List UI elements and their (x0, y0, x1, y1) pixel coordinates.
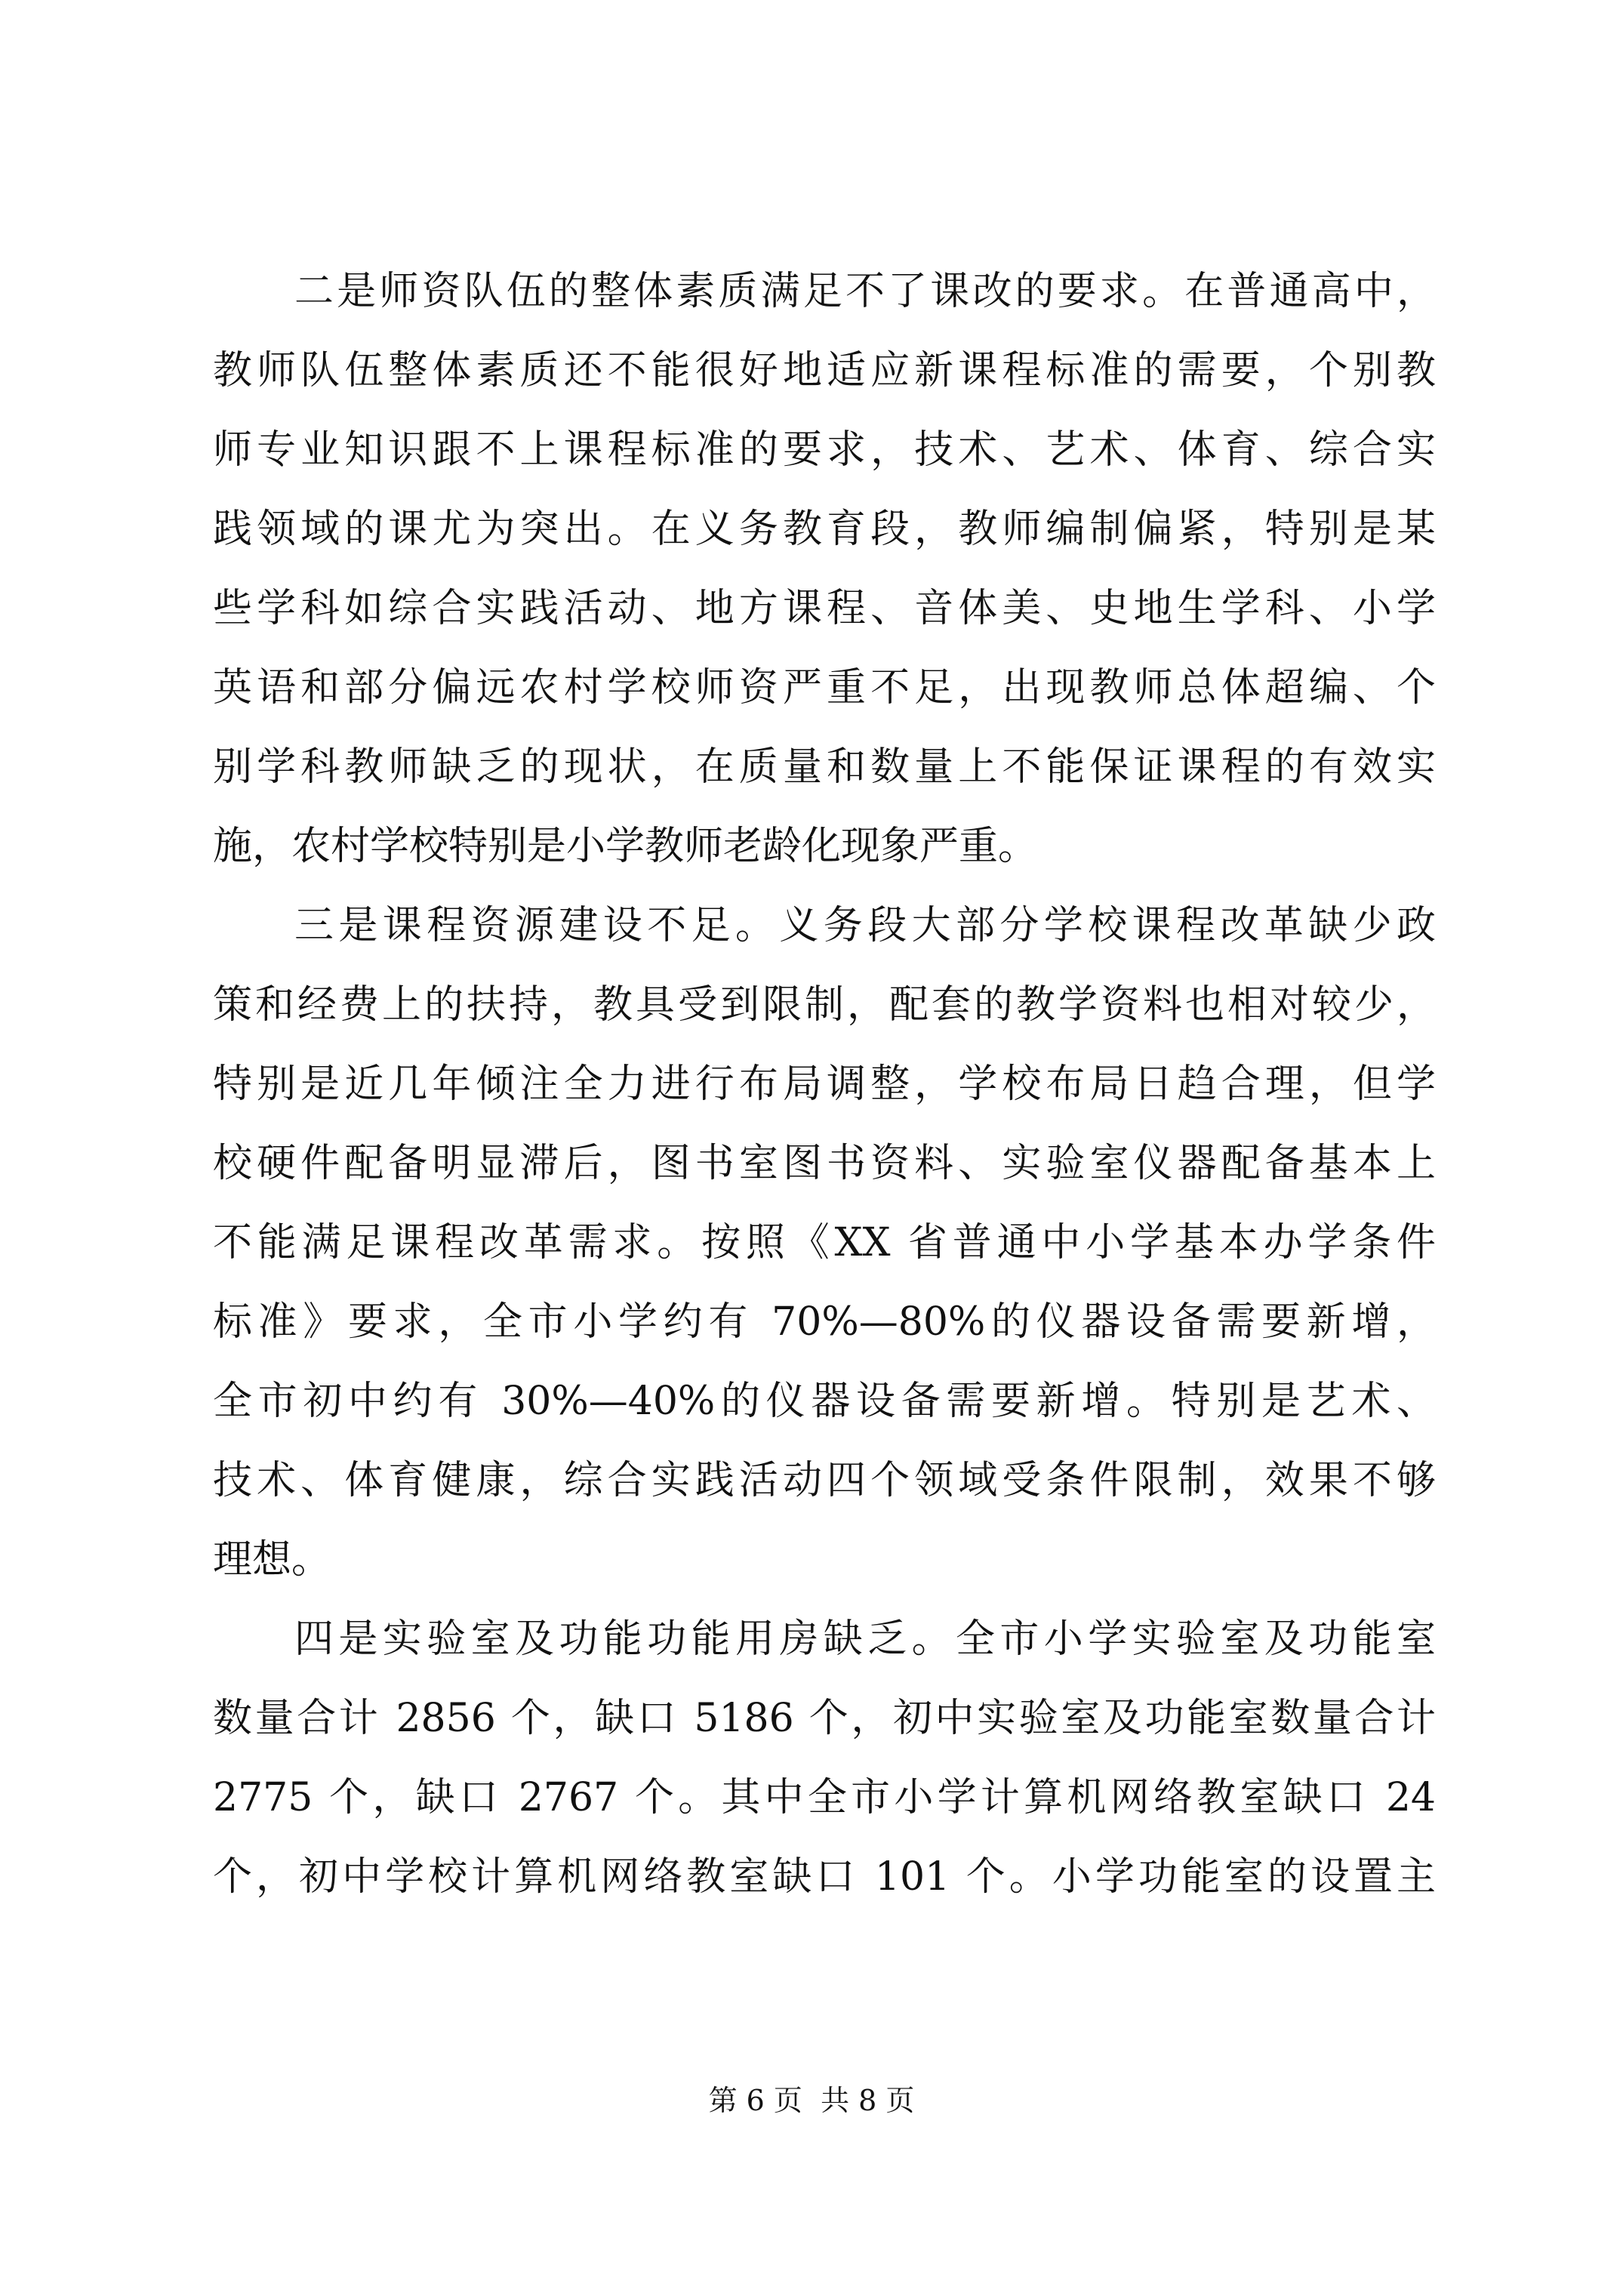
paragraph-1-line-2: 教师队伍整体素质还不能很好地适应新课程标准的需要，个别教 (213, 348, 1436, 393)
paragraph-2-line-9: 理想。 (213, 1537, 331, 1583)
paragraph-1-line-4: 践领域的课尤为突出。在义务教育段，教师编制偏紧，特别是某 (213, 507, 1436, 552)
paragraph-2-line-4: 校硬件配备明显滞后，图书室图书资料、实验室仪器配备基本上 (213, 1141, 1436, 1186)
page-total: 共 8 页 (821, 2084, 915, 2117)
paragraph-2-line-2: 策和经费上的扶持，教具受到限制，配套的教学资料也相对较少， (213, 982, 1436, 1028)
paragraph-2-line-1: 三是课程资源建设不足。义务段大部分学校课程改革缺少政 (294, 903, 1436, 948)
page-number: 第 6 页 (708, 2084, 802, 2117)
body-text (213, 252, 1436, 1917)
paragraph-1-line-7: 别学科教师缺乏的现状，在质量和数量上不能保证课程的有效实 (213, 744, 1436, 790)
paragraph-2-line-5: 不能满足课程改革需求。按照《XX 省普通中小学基本办学条件 (213, 1220, 1436, 1265)
paragraph-3-line-3: 2775 个，缺口 2767 个。其中全市小学计算机网络教室缺口 24 (213, 1775, 1436, 1820)
paragraph-3-line-4: 个，初中学校计算机网络教室缺口 101 个。小学功能室的设置主 (213, 1854, 1436, 1900)
paragraph-2-line-6: 标准》要求，全市小学约有 70%—80%的仪器设备需要新增， (213, 1299, 1436, 1345)
paragraph-1-line-3: 师专业知识跟不上课程标准的要求，技术、艺术、体育、综合实 (213, 427, 1436, 473)
paragraph-1-line-1: 二是师资队伍的整体素质满足不了课改的要求。在普通高中， (294, 269, 1436, 314)
paragraph-1-line-6: 英语和部分偏远农村学校师资严重不足，出现教师总体超编、个 (213, 665, 1436, 710)
paragraph-2-line-7: 全市初中约有 30%—40%的仪器设备需要新增。特别是艺术、 (213, 1379, 1436, 1424)
paragraph-2-line-8: 技术、体育健康，综合实践活动四个领域受条件限制，效果不够 (213, 1458, 1436, 1503)
paragraph-1-line-5: 些学科如综合实践活动、地方课程、音体美、史地生学科、小学 (213, 586, 1436, 631)
page-footer (0, 2078, 1623, 2123)
paragraph-3-line-2: 数量合计 2856 个，缺口 5186 个，初中实验室及功能室数量合计 (213, 1696, 1436, 1741)
paragraph-1-line-8: 施，农村学校特别是小学教师老龄化现象严重。 (213, 824, 1038, 869)
paragraph-2-line-3: 特别是近几年倾注全力进行布局调整，学校布局日趋合理，但学 (213, 1062, 1436, 1107)
paragraph-3-line-1: 四是实验室及功能功能用房缺乏。全市小学实验室及功能室 (294, 1616, 1436, 1662)
